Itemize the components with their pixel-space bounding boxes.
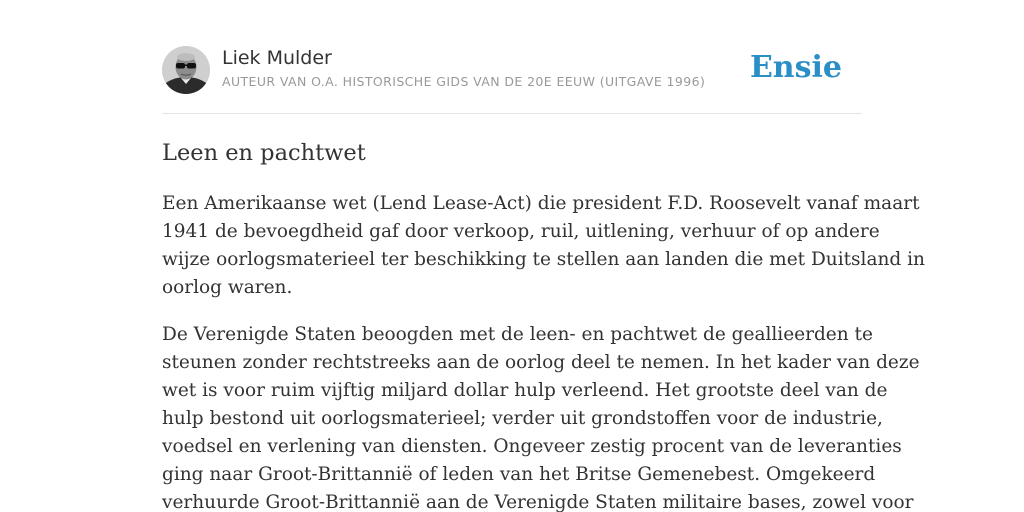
article-title: Leen en pachtwet xyxy=(162,140,366,166)
text-line: hulp bestond uit oorlogsmaterieel; verder uit grondstoffen voor de industrie, xyxy=(162,408,883,429)
author-subtitle: AUTEUR VAN O.A. HISTORISCHE GIDS VAN DE 20E EEUW (UITGAVE 1996) xyxy=(222,74,706,89)
author-header xyxy=(162,46,862,98)
text-line: voedsel en verlening van diensten. Ongeveer zestig procent van de leveranties xyxy=(162,436,902,457)
text-line: steunen zonder rechtstreeks aan de oorlog deel te nemen. In het kader van deze xyxy=(162,352,920,373)
text-line: 1941 de bevoegdheid gaf door verkoop, ruil, uitlening, verhuur of op andere xyxy=(162,221,880,242)
article-body xyxy=(162,190,925,512)
text-line: verhuurde Groot-Brittannië aan de Verenigde Staten militaire bases, zowel voor xyxy=(162,492,914,512)
text-line: wet is voor ruim vijftig miljard dollar hulp verleend. Het grootste deel van de xyxy=(162,380,888,401)
ensie-logo[interactable]: Ensie xyxy=(749,50,842,85)
text-line: oorlog waren. xyxy=(162,277,293,298)
text-line: wijze oorlogsmaterieel ter beschikking te stellen aan landen die met Duitsland in xyxy=(162,249,925,270)
paragraph xyxy=(162,190,925,302)
author-avatar[interactable] xyxy=(162,46,210,94)
text-line: De Verenigde Staten beoogden met de leen- en pachtwet de geallieerden te xyxy=(162,324,873,345)
text-line: Een Amerikaanse wet (Lend Lease-Act) die president F.D. Roosevelt vanaf maart xyxy=(162,193,920,214)
paragraph xyxy=(162,321,920,512)
author-name[interactable]: Liek Mulder xyxy=(222,47,332,69)
author-photo xyxy=(162,46,210,94)
text-line: ging naar Groot-Brittannië of leden van het Britse Gemenebest. Omgekeerd xyxy=(162,464,876,485)
header-divider xyxy=(162,113,862,114)
